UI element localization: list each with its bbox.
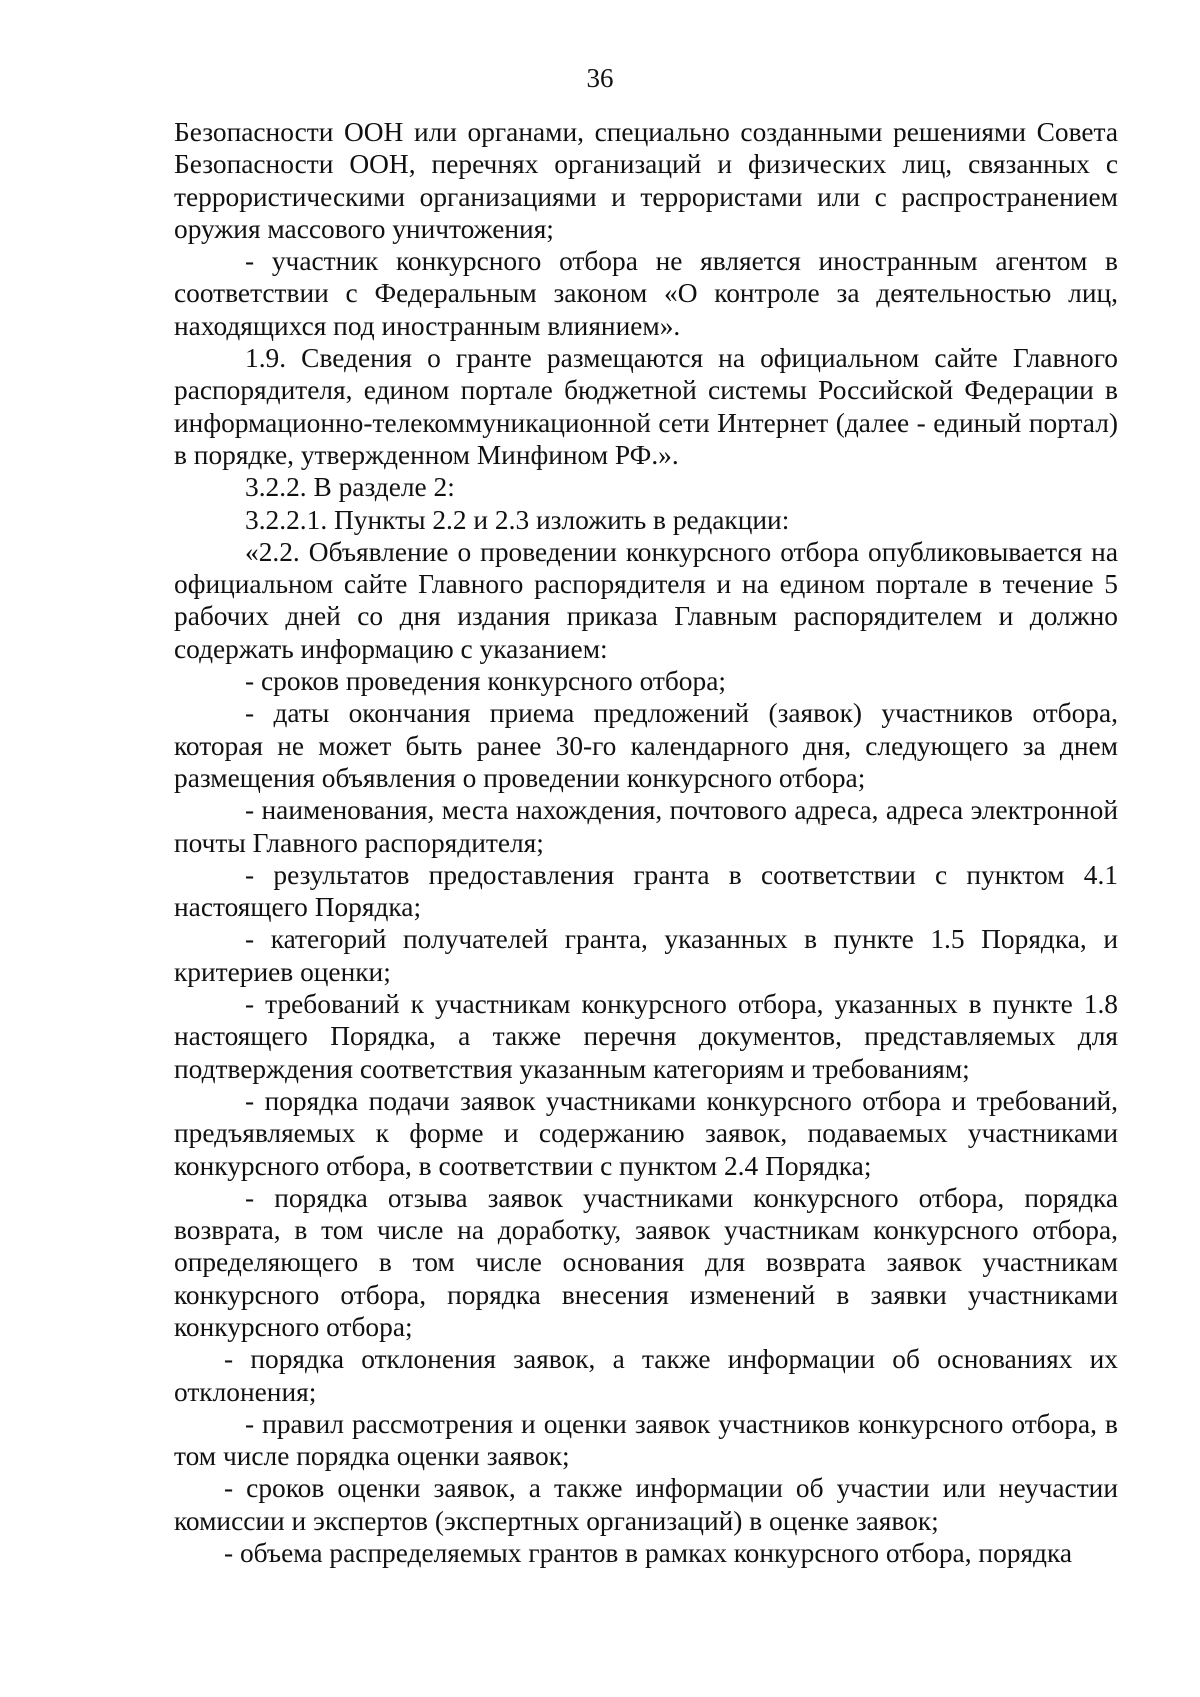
paragraph: «2.2. Объявление о проведении конкурсного отбора опубликовывается на официальном сайте Главного распорядителя и на едином портале в течение 5 рабочих дней со дня издания приказа Главным распорядителем и должно содержать информацию с указанием: (174, 536, 1118, 664)
paragraph: - правил рассмотрения и оценки заявок участников конкурсного отбора, в том числе порядка оценки заявок; (174, 1408, 1118, 1472)
paragraph: Безопасности ООН или органами, специально созданными решениями Совета Безопасности ООН, перечнях организаций и физических лиц, связанных с террористическими организациями и террористами или с распространением оружия массового уничтожения; (174, 117, 1118, 244)
paragraph: - участник конкурсного отбора не является иностранным агентом в соответствии с Федеральным законом «О контроле за деятельностью лиц, находящихся под иностранным влиянием». (174, 246, 1118, 341)
paragraph: 1.9. Сведения о гранте размещаются на официальном сайте Главного распорядителя, едином портале бюджетной системы Российской Федерации в информационно-телекоммуникационной сети Интернет (далее - единый портал) в порядке, утвержденном Минфином РФ.». (174, 343, 1118, 470)
paragraph: - требований к участникам конкурсного отбора, указанных в пункте 1.8 настоящего Порядка, а также перечня документов, представляемых для подтверждения соответствия указанным категориям и требованиям; (174, 989, 1118, 1084)
paragraph: - порядка отзыва заявок участниками конкурсного отбора, порядка возврата, в том числе на доработку, заявок участникам конкурсного отбора, определяющего в том числе основания для возврата заявок участникам конкурсного отбора, порядка внесения изменений в заявки участниками конкурсного отбора; (174, 1182, 1118, 1342)
paragraph: 3.2.2. В разделе 2: (245, 472, 455, 503)
paragraph: - объема распределяемых грантов в рамках конкурсного отбора, порядка (224, 1538, 1073, 1569)
paragraph: - сроков проведения конкурсного отбора; (245, 666, 726, 697)
paragraph: - порядка подачи заявок участниками конкурсного отбора и требований, предъявляемых к форме и содержанию заявок, подаваемых участниками конкурсного отбора, в соответствии с пунктом 2.4 Порядка; (174, 1085, 1118, 1181)
paragraph: - сроков оценки заявок, а также информации об участии или неучастии комиссии и экспертов (экспертных организаций) в оценке заявок; (174, 1473, 1118, 1536)
paragraph: - результатов предоставления гранта в соответствии с пунктом 4.1 настоящего Порядка; (174, 859, 1118, 923)
page-number: 36 (586, 63, 614, 93)
paragraph: - даты окончания приема предложений (заявок) участников отбора, которая не может быть ранее 30-го календарного дня, следующего за днем размещения объявления о проведении конкурсного отбора; (174, 698, 1118, 793)
paragraph: 3.2.2.1. Пункты 2.2 и 2.3 изложить в редакции: (245, 504, 790, 535)
document-body (174, 116, 1118, 1569)
paragraph: - категорий получателей гранта, указанных в пункте 1.5 Порядка, и критериев оценки; (174, 924, 1118, 987)
paragraph: - порядка отклонения заявок, а также информации об основаниях их отклонения; (174, 1344, 1118, 1407)
paragraph: - наименования, места нахождения, почтового адреса, адреса электронной почты Главного распорядителя; (174, 795, 1118, 858)
